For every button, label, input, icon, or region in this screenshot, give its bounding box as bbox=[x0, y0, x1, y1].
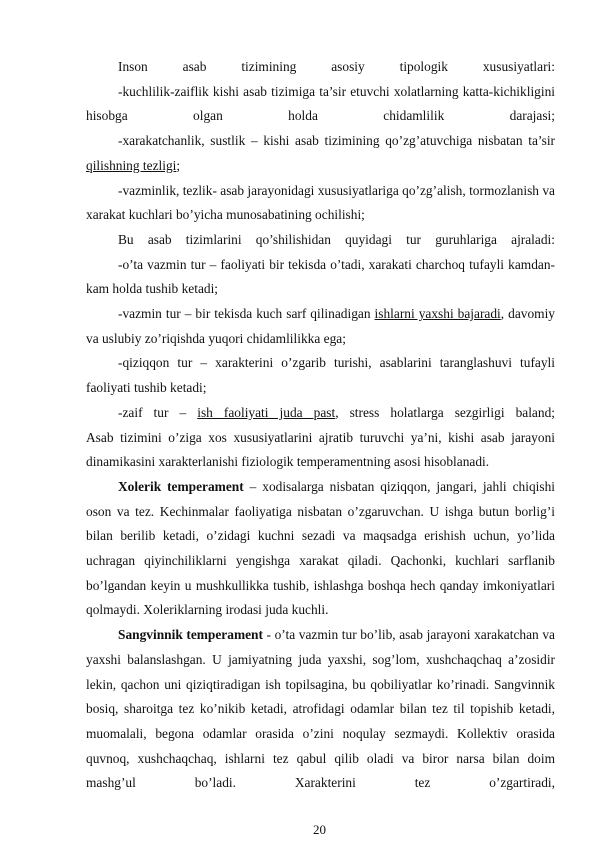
paragraph-hot-type: -qiziqqon tur – xarakterini o’zgarib turishi, asablarini taranglashuvi tufayli faoliyati tushib ketadi; bbox=[86, 355, 555, 396]
page-number bbox=[0, 818, 595, 843]
term-choleric: Xolerik temperament bbox=[118, 478, 244, 494]
paragraph-groups: Bu asab tizimlarini qo’shilishidan quyidagi tur guruhlariga ajraladi: bbox=[118, 231, 555, 247]
paragraph-very-calm-type: -o’ta vazmin tur – faoliyati bir tekisda o’tadi, xarakati charchoq tufayli kamdan-kam holda tushib ketadi; bbox=[86, 256, 555, 297]
text-run: - o’ta vazmin tur bo’lib, asab jarayoni xarakatchan va yaxshi balanslashgan. U jamiyatning juda yaxshi, sog’lom, xushchaqchaq a’zosidir lekin, qachon uni qiziqtiradigan ish topilsagina, bu qobiliyatlar ko’rinadi. Sangvinnik bosiq, sharoitga tez ko’nikib ketadi, atrofidagi odamlar bilan tez til topishib ketadi, muomalali, begona odamlar orasida o’zini noqulay sezmaydi. Kollektiv orasida quvnoq, xushchaqchaq, ishlarni tez qabul qilib oladi va biror narsa bilan doim mashg’ul bo’ladi. Xarakterini tez o’zgartiradi, bbox=[86, 627, 555, 791]
text-run: -zaif tur – bbox=[118, 404, 198, 420]
paragraph-sanguine bbox=[86, 623, 555, 796]
page-number-text: 20 bbox=[313, 822, 326, 837]
paragraph-choleric bbox=[86, 475, 555, 623]
paragraph-strength: -kuchlilik-zaiflik kishi asab tizimiga ta’sir etuvchi xolatlarning katta-kichikligini hisobga olgan holda chidamlilik darajasi; bbox=[86, 83, 555, 124]
paragraph-typology-heading: Inson asab tizimining asosiy tipologik xususiyatlari: bbox=[118, 59, 555, 74]
paragraph-balance: -vazminlik, tezlik- asab jarayonidagi xususiyatlariga qo’zg’alish, tormozlanish va xarakat kuchlari bo’yicha munosabatining ochilishi; bbox=[86, 182, 555, 223]
text-run: , davomiy va uslubiy zo’riqishda yuqori chidamlilikka ega; bbox=[86, 306, 555, 346]
document-body bbox=[86, 55, 555, 796]
text-run: -vazmin tur – bir tekisda kuch sarf qilinadigan bbox=[118, 306, 375, 322]
paragraph-weak-type bbox=[86, 401, 555, 426]
paragraph-calm-type bbox=[86, 302, 555, 351]
text-run: – xodisalarga nisbatan qiziqqon, jangari, jahli chiqishi oson va tez. Kechinmalar faoliyatiga nisbatan o’zgaruvchan. U ishga butun borlig’i bilan berilib ketadi, o’zidagi kuchni sezadi va maqsadga erishish uchun, yo’lida uchragan qiyinchiliklarni yengishga xarakat qiladi. Qachonki, kuchlari sarflanib bo’lgandan keyin u mushkullikka tushib, ishlashga boshqa hech qanday imkoniyatlari qolmaydi. Xoleriklarning irodasi juda kuchli. bbox=[86, 478, 555, 618]
underlined-text: qilishning tezligi bbox=[86, 157, 177, 173]
underlined-text: ish faoliyati juda past bbox=[197, 404, 336, 420]
underlined-text: ishlarni yaxshi bajaradi bbox=[374, 306, 501, 322]
text-run: , stress holatlarga sezgirligi baland; bbox=[335, 404, 555, 420]
paragraph-mobility bbox=[86, 129, 555, 178]
text-run: ; bbox=[176, 157, 181, 173]
text-run: -xarakatchanlik, sustlik – kishi asab tizimining qo’zg’atuvchiga nisbatan ta’sir bbox=[118, 133, 555, 149]
paragraph-temperament-basis: Asab tizimini o’ziga xos xususiyatlarini ajratib turuvchi ya’ni, kishi asab jarayoni dinamikasini xarakterlanishi fiziologik temperamentning asosi hisoblanadi. bbox=[86, 429, 555, 470]
term-sanguine: Sangvinnik temperament bbox=[118, 627, 263, 643]
